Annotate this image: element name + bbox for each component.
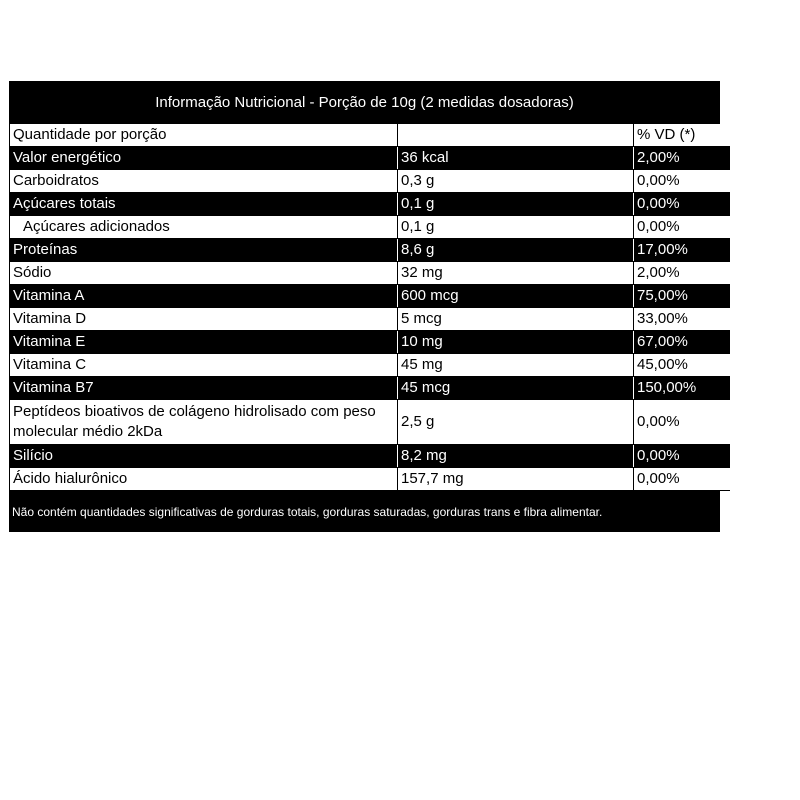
nutrient-amount: 36 kcal xyxy=(398,147,634,170)
nutrient-name: Ácido hialurônico xyxy=(10,468,398,491)
nutrient-amount: 45 mg xyxy=(398,354,634,377)
nutrient-name: Açúcares totais xyxy=(10,193,398,216)
footnote: Não contém quantidades significativas de gorduras totais, gorduras saturadas, gorduras trans e fibra alimentar. xyxy=(12,505,603,519)
table-row xyxy=(10,468,730,491)
nutrient-amount: 45 mcg xyxy=(398,377,634,400)
nutrient-vd: 2,00% xyxy=(634,147,731,170)
table-row xyxy=(10,239,730,262)
nutrient-name: Vitamina D xyxy=(10,308,398,331)
nutrient-vd: 0,00% xyxy=(634,170,731,193)
nutrient-vd: 0,00% xyxy=(634,216,731,239)
nutrient-amount: 2,5 g xyxy=(398,400,634,445)
nutrient-name: Peptídeos bioativos de colágeno hidrolisado com peso molecular médio 2kDa xyxy=(10,400,398,445)
nutrient-vd: 0,00% xyxy=(634,445,731,468)
nutrient-name: Silício xyxy=(10,445,398,468)
header-row xyxy=(10,124,730,147)
header-vd: % VD (*) xyxy=(634,124,731,147)
nutrient-vd: 0,00% xyxy=(634,400,731,445)
table-row xyxy=(10,377,730,400)
table-row xyxy=(10,308,730,331)
nutrient-name: Vitamina A xyxy=(10,285,398,308)
nutrient-name: Vitamina E xyxy=(10,331,398,354)
nutrition-facts-panel xyxy=(9,81,720,532)
nutrition-table xyxy=(10,124,730,491)
nutrient-amount: 8,2 mg xyxy=(398,445,634,468)
table-row xyxy=(10,262,730,285)
table-row xyxy=(10,354,730,377)
nutrient-amount: 600 mcg xyxy=(398,285,634,308)
nutrient-name: Açúcares adicionados xyxy=(10,216,398,239)
nutrient-amount: 0,1 g xyxy=(398,216,634,239)
nutrient-vd: 33,00% xyxy=(634,308,731,331)
nutrient-vd: 75,00% xyxy=(634,285,731,308)
table-row xyxy=(10,445,730,468)
nutrient-vd: 45,00% xyxy=(634,354,731,377)
table-row xyxy=(10,331,730,354)
table-row xyxy=(10,400,730,445)
nutrient-vd: 67,00% xyxy=(634,331,731,354)
nutrient-vd: 0,00% xyxy=(634,468,731,491)
nutrient-amount: 0,3 g xyxy=(398,170,634,193)
nutrient-vd: 2,00% xyxy=(634,262,731,285)
nutrient-amount: 5 mcg xyxy=(398,308,634,331)
nutrient-name: Vitamina B7 xyxy=(10,377,398,400)
nutrient-amount: 10 mg xyxy=(398,331,634,354)
nutrient-amount: 157,7 mg xyxy=(398,468,634,491)
nutrient-amount: 0,1 g xyxy=(398,193,634,216)
table-row xyxy=(10,170,730,193)
table-row xyxy=(10,216,730,239)
nutrient-amount: 8,6 g xyxy=(398,239,634,262)
nutrient-vd: 0,00% xyxy=(634,193,731,216)
nutrient-name: Proteínas xyxy=(10,239,398,262)
nutrient-amount: 32 mg xyxy=(398,262,634,285)
nutrient-vd: 150,00% xyxy=(634,377,731,400)
table-title: Informação Nutricional - Porção de 10g (2 medidas dosadoras) xyxy=(155,94,574,111)
nutrient-name: Valor energético xyxy=(10,147,398,170)
table-row xyxy=(10,147,730,170)
header-amount xyxy=(398,124,634,147)
header-label: Quantidade por porção xyxy=(10,124,398,147)
table-row xyxy=(10,285,730,308)
nutrient-vd: 17,00% xyxy=(634,239,731,262)
nutrient-name: Sódio xyxy=(10,262,398,285)
table-row xyxy=(10,193,730,216)
nutrient-name: Carboidratos xyxy=(10,170,398,193)
nutrient-name: Vitamina C xyxy=(10,354,398,377)
